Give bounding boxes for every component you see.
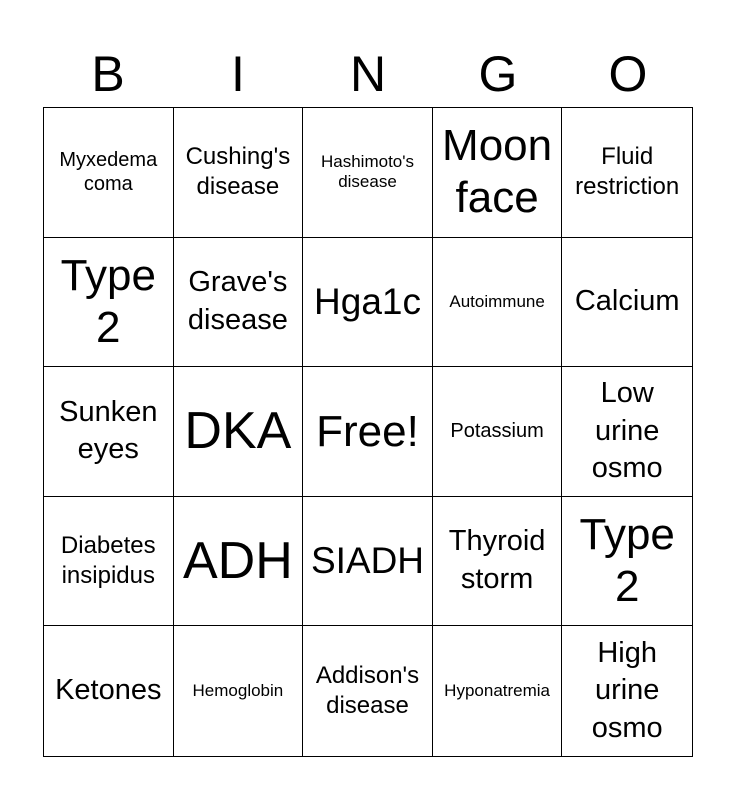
header-letter-n: N [349,46,387,102]
cell-text: Thyroid storm [448,525,546,596]
cell-text: SIADH [310,539,425,581]
bingo-cell[interactable] [174,108,304,238]
bingo-cell[interactable] [174,626,304,756]
bingo-cell[interactable] [303,497,433,627]
cell-text: Hashimoto's disease [320,151,414,192]
bingo-cell[interactable] [303,238,433,368]
header-letter-o: O [608,46,648,102]
bingo-cell[interactable] [433,367,563,497]
header-letter-i: I [231,46,245,102]
bingo-cell[interactable] [562,108,692,238]
bingo-cell[interactable] [174,367,304,497]
bingo-cell[interactable] [174,238,304,368]
cell-text: Grave's disease [187,266,288,336]
cell-text: Potassium [450,420,544,443]
bingo-cell[interactable] [433,497,563,627]
cell-text: Calcium [574,285,680,318]
cell-text: Hga1c [314,280,421,322]
bingo-cell[interactable] [562,626,692,756]
cell-text: Type 2 [60,250,156,352]
bingo-cell[interactable] [174,497,304,627]
cell-text: Cushing's disease [185,143,291,201]
bingo-cell[interactable] [44,626,174,756]
cell-text: Autoimmune [449,291,545,311]
bingo-cell[interactable] [562,497,692,627]
cell-text: Diabetes insipidus [60,532,156,590]
bingo-cell[interactable] [44,238,174,368]
cell-text: Hemoglobin [192,681,284,700]
cell-text: Free! [316,406,419,456]
cell-text: Sunken eyes [59,395,158,466]
cell-text: Myxedema coma [59,149,158,196]
bingo-cell[interactable] [562,367,692,497]
cell-text: Ketones [55,674,162,707]
bingo-cell[interactable] [303,108,433,238]
bingo-board [43,107,693,757]
bingo-cell[interactable] [44,367,174,497]
cell-text: Type 2 [579,510,675,612]
bingo-cell[interactable] [303,626,433,756]
cell-text: Addison's disease [315,662,420,720]
bingo-cell[interactable] [44,108,174,238]
bingo-cell[interactable] [433,238,563,368]
bingo-header [43,40,693,108]
cell-text: High urine osmo [591,636,663,745]
bingo-cell[interactable] [562,238,692,368]
cell-text: DKA [184,401,292,460]
bingo-cell[interactable] [433,108,563,238]
header-letter-g: G [478,46,518,102]
bingo-cell[interactable] [44,497,174,627]
cell-text: ADH [182,531,293,590]
cell-text: Hyponatremia [444,681,550,700]
free-space[interactable] [303,367,433,497]
cell-text: Fluid restriction [575,143,680,201]
header-letter-b: B [91,46,125,102]
cell-text: Moon face [442,121,553,223]
cell-text: Low urine osmo [591,376,663,485]
bingo-cell[interactable] [433,626,563,756]
